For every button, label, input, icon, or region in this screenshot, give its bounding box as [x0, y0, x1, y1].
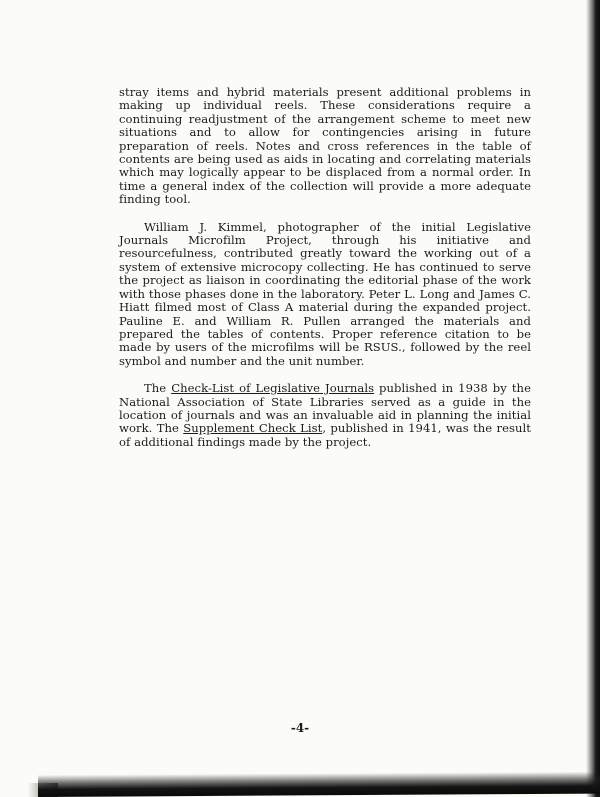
supplement-check-list-title: Supplement Check List [183, 421, 323, 436]
scan-edge-right [586, 0, 600, 797]
page-number: -4- [290, 721, 310, 735]
paragraph-acknowledgments: William J. Kimmel, photographer of the initial Legislative Journals Microfilm Project, through his initiative and resourcefulness, contributed greatly toward the working out of a system of extensive microcopy collecting. He has continued to serve the project as liaison in coordinating the editorial phase of the work with those phases done in the laboratory. Peter L. Long and James C. Hiatt filmed most of Class A material during the expanded project. Pauline E. and William R. Pullen arranged the materials and prepared the tables of contents. Proper reference citation to be made by users of the microfilms will be RSUS., followed by the reel symbol and number and the unit number. [119, 219, 531, 368]
paragraph-check-list [119, 382, 531, 449]
paragraph-check-list-text-2: published in 1938 by the National Association of State Libraries served as a guide in the location of journals and was an invaluable aid in planning the initial work. The [119, 381, 531, 436]
body-text [119, 86, 531, 449]
paragraph-check-list-text-1: The [144, 381, 172, 396]
paragraph-arrangement: stray items and hybrid materials present additional problems in making up individual reels. These considerations require a continuing readjustment of the arrangement scheme to meet new situations and to allow for contingencies arising in future preparation of reels. Notes and cross references in the table of contents are being used as aids in locating and correlating materials which may logically appear to be displaced from a normal order. In time a general index of the collection will provide a more adequate finding tool. [119, 85, 531, 207]
check-list-title: Check-List of Legislative Journals [171, 381, 375, 396]
paragraph-check-list-text-3: , published in 1941, was the result of additional findings made by the project. [119, 421, 531, 449]
scan-edge-bottom [38, 772, 600, 797]
